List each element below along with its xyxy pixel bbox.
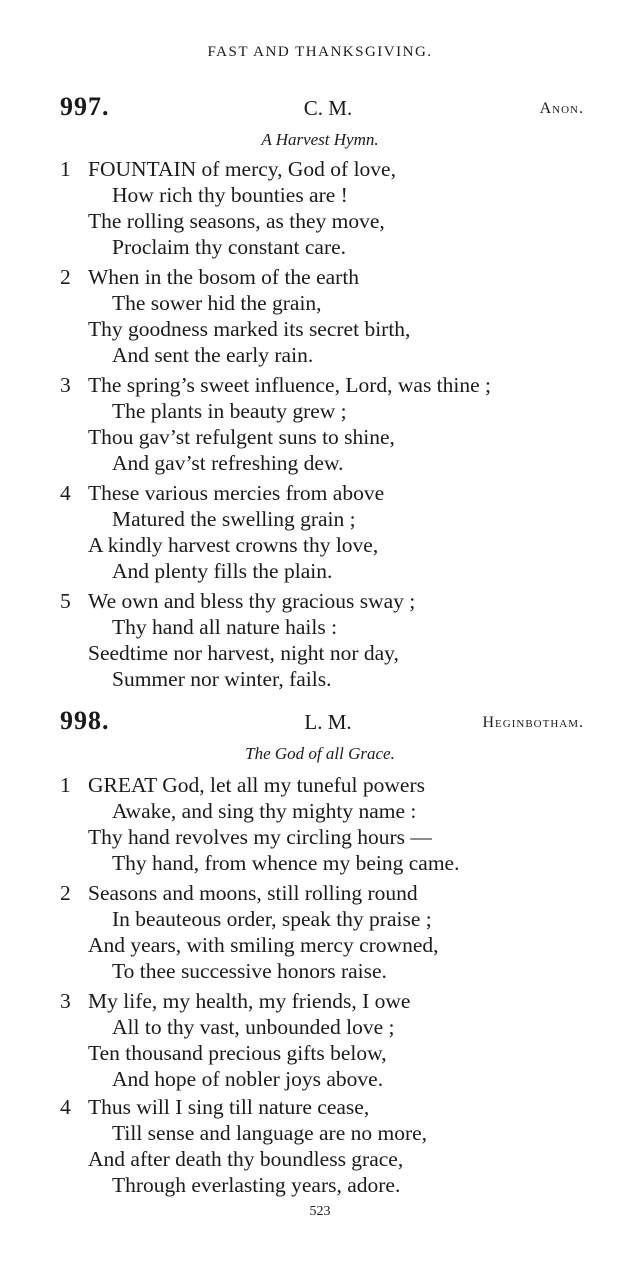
verse-number: 2: [60, 881, 71, 905]
verse-line: And plenty fills the plain.: [112, 559, 333, 583]
verse: [60, 772, 620, 876]
hymn-meter: L. M.: [304, 710, 352, 734]
hymn-number: 998.: [60, 706, 110, 735]
verse-number: 3: [60, 989, 71, 1013]
verse: [60, 156, 620, 260]
verse-line: And years, with smiling mercy crowned,: [88, 933, 439, 957]
verse-line: 3 My life, my health, my friends, I owe: [60, 989, 411, 1013]
verse-line: How rich thy bounties are !: [112, 183, 348, 207]
hymn-number: 997.: [60, 92, 110, 121]
verse-line: Till sense and language are no more,: [112, 1121, 428, 1145]
verse-line: Awake, and sing thy mighty name :: [112, 799, 417, 823]
hymn-meter: C. M.: [303, 96, 353, 120]
verse-line: Proclaim thy constant care.: [112, 235, 347, 259]
hymn-header: [60, 706, 584, 738]
verse-line: Matured the swelling grain ;: [112, 507, 356, 531]
verse-line: Ten thousand precious gifts below,: [88, 1041, 387, 1065]
verse-line: The rolling seasons, as they move,: [88, 209, 385, 233]
verse-line: A kindly harvest crowns thy love,: [88, 533, 379, 557]
verse-line: 2 Seasons and moons, still rolling round: [60, 881, 418, 905]
verse-number: 2: [60, 265, 71, 289]
verse: [60, 372, 620, 476]
verse: [60, 588, 620, 692]
verse: [60, 264, 620, 368]
verse-number: 1: [60, 773, 71, 797]
verse: [60, 1094, 620, 1198]
verse-line: 4 Thus will I sing till nature cease,: [60, 1095, 370, 1119]
hymn-header: [60, 92, 584, 124]
hymn-author: Heginbotham.: [482, 714, 584, 731]
verse-number: 1: [60, 157, 71, 181]
verse-line: Thou gav’st refulgent suns to shine,: [88, 425, 395, 449]
hymn-author: Anon.: [539, 100, 584, 117]
verse-line: And sent the early rain.: [112, 343, 314, 367]
verse-line: Seedtime nor harvest, night nor day,: [88, 641, 399, 665]
verse: [60, 988, 620, 1092]
verse-line: 5 We own and bless thy gracious sway ;: [60, 589, 416, 613]
verse-line: All to thy vast, unbounded love ;: [112, 1015, 395, 1039]
verse-number: 3: [60, 373, 71, 397]
verse-line: In beauteous order, speak thy praise ;: [112, 907, 432, 931]
verse-line: 2 When in the bosom of the earth: [60, 265, 360, 289]
verse-line: And gav’st refreshing dew.: [112, 451, 344, 475]
verse-line: And after death thy boundless grace,: [88, 1147, 404, 1171]
verse-line: 4 These various mercies from above: [60, 481, 385, 505]
verse: [60, 880, 620, 984]
verse-line: Summer nor winter, fails.: [112, 667, 332, 691]
hymn-subtitle: A Harvest Hymn.: [261, 130, 379, 149]
page-number: 523: [309, 1204, 331, 1219]
verse-line: 1 FOUNTAIN of mercy, God of love,: [60, 157, 396, 181]
verse-line: Thy goodness marked its secret birth,: [88, 317, 411, 341]
verse-line: Through everlasting years, adore.: [112, 1173, 401, 1197]
verse-number: 5: [60, 589, 71, 613]
verse-line: 3 The spring’s sweet influence, Lord, was thine ;: [60, 373, 492, 397]
verse-line: To thee successive honors raise.: [112, 959, 387, 983]
verse-number: 4: [60, 1095, 71, 1119]
verse-line: Thy hand revolves my circling hours —: [88, 825, 432, 849]
running-head: FAST AND THANKSGIVING.: [207, 44, 433, 60]
verse-line: The plants in beauty grew ;: [112, 399, 347, 423]
verse-line: 1 GREAT God, let all my tuneful powers: [60, 773, 425, 797]
hymn-subtitle: The God of all Grace.: [245, 744, 395, 763]
verse-line: And hope of nobler joys above.: [112, 1067, 384, 1091]
verse-number: 4: [60, 481, 71, 505]
verse-line: Thy hand all nature hails :: [112, 615, 338, 639]
verse: [60, 480, 620, 584]
verse-line: The sower hid the grain,: [112, 291, 322, 315]
verse-line: Thy hand, from whence my being came.: [112, 851, 460, 875]
